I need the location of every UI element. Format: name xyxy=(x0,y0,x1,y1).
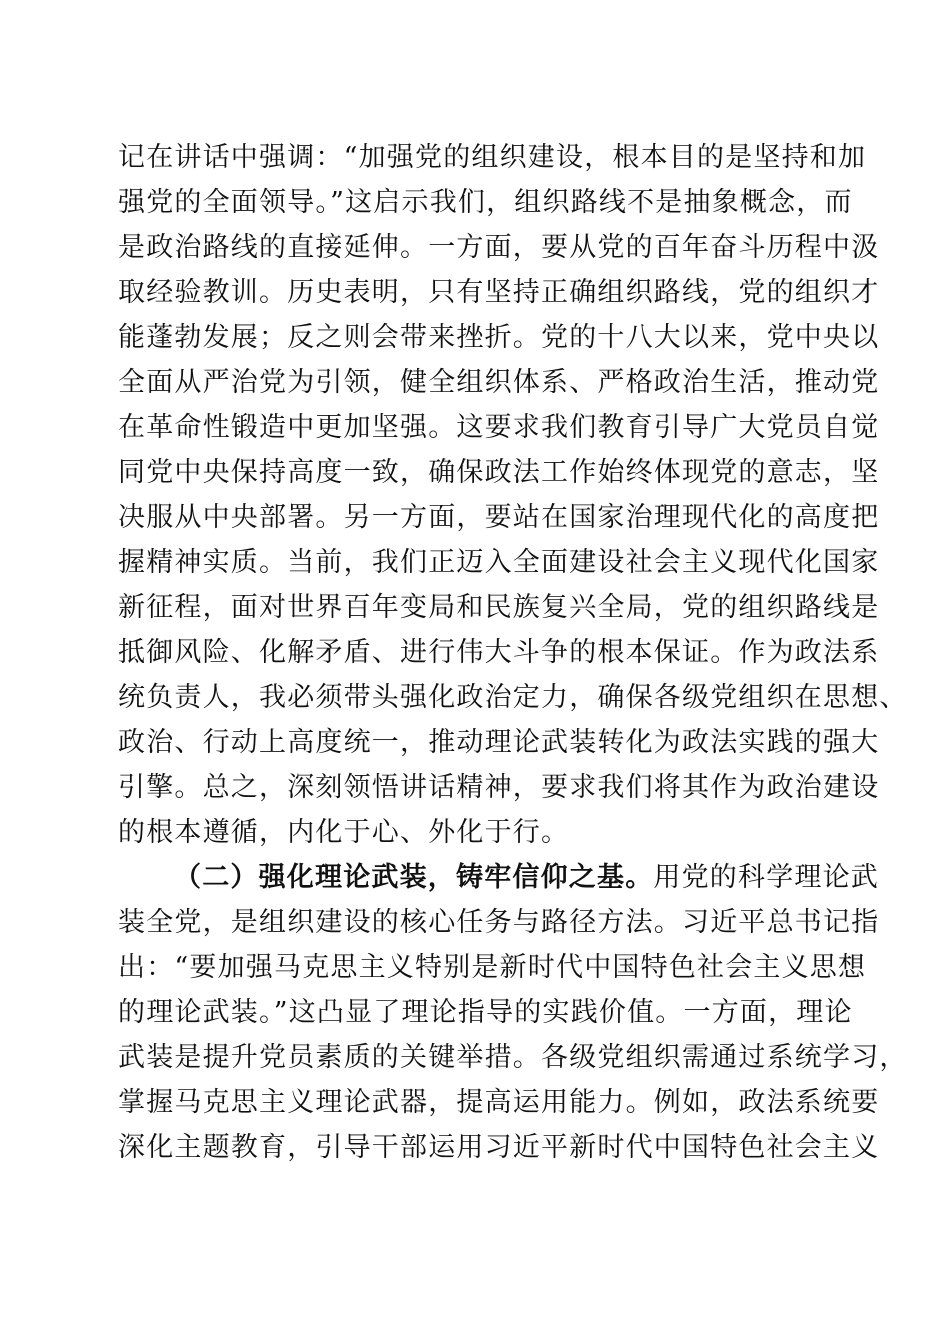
paragraph-line: 武装是提升党员素质的关键举措。各级党组织需通过系统学习， xyxy=(118,1042,908,1073)
paragraph-line: 统负责人，我必须带头强化政治定力，确保各级党组织在思想、 xyxy=(118,682,908,713)
paragraph-line: 全面从严治党为引领，健全组织体系、严格政治生活，推动党 xyxy=(118,367,880,398)
paragraph-line: 装全党，是组织建设的核心任务与路径方法。习近平总书记指 xyxy=(118,907,880,938)
paragraph-line: 引擎。总之，深刻领悟讲话精神，要求我们将其作为政治建设 xyxy=(118,772,880,803)
section-first-line xyxy=(174,858,879,898)
paragraph-line: 能蓬勃发展；反之则会带来挫折。党的十八大以来，党中央以 xyxy=(118,322,880,353)
paragraph-line: 新征程，面对世界百年变局和民族复兴全局，党的组织路线是 xyxy=(118,592,880,623)
paragraph-line: 决服从中央部署。另一方面，要站在国家治理现代化的高度把 xyxy=(118,502,880,533)
paragraph-line: 在革命性锻造中更加坚强。这要求我们教育引导广大党员自觉 xyxy=(118,412,880,443)
paragraph-line: 抵御风险、化解矛盾、进行伟大斗争的根本保证。作为政法系 xyxy=(118,637,880,668)
paragraph-line: 掌握马克思主义理论武器，提高运用能力。例如，政法系统要 xyxy=(118,1087,880,1118)
paragraph-line: 深化主题教育，引导干部运用习近平新时代中国特色社会主义 xyxy=(118,1132,880,1163)
section-first-line-text: 用党的科学理论武 xyxy=(653,862,880,893)
paragraph-line: 取经验教训。历史表明，只有坚持正确组织路线，党的组织才 xyxy=(118,277,880,308)
paragraph-line: 是政治路线的直接延伸。一方面，要从党的百年奋斗历程中汲 xyxy=(118,232,880,263)
paragraph-line: 同党中央保持高度一致，确保政法工作始终体现党的意志，坚 xyxy=(118,457,880,488)
paragraph-line: 握精神实质。当前，我们正迈入全面建设社会主义现代化国家 xyxy=(118,547,880,578)
paragraph-line: 政治、行动上高度统一，推动理论武装转化为政法实践的强大 xyxy=(118,727,880,758)
paragraph-line: 强党的全面领导。”这启示我们，组织路线不是抽象概念，而 xyxy=(118,187,853,218)
paragraph-line: 出：“要加强马克思主义特别是新时代中国特色社会主义思想 xyxy=(118,952,867,983)
paragraph-line: 记在讲话中强调：“加强党的组织建设，根本目的是坚持和加 xyxy=(118,142,867,173)
paragraph-line: 的理论武装。”这凸显了理论指导的实践价值。一方面，理论 xyxy=(118,997,853,1028)
paragraph-line: 的根本遵循，内化于心、外化于行。 xyxy=(118,817,570,848)
section-heading: （二）强化理论武装，铸牢信仰之基。 xyxy=(174,862,654,893)
